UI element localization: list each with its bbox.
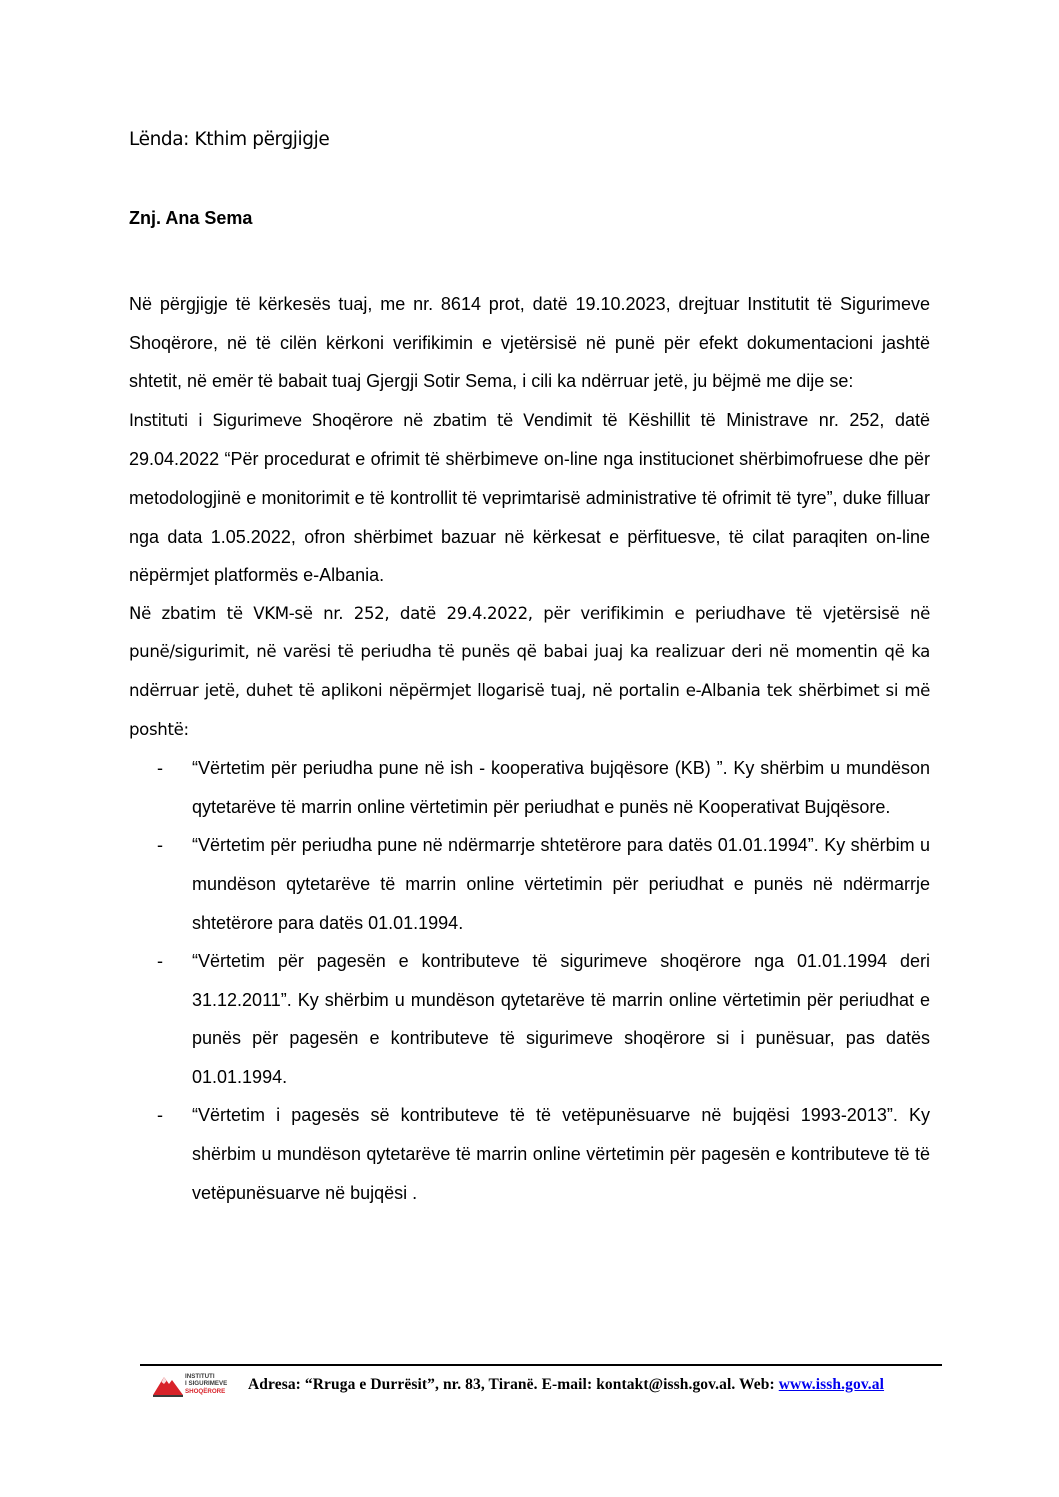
logo-line-1: INSTITUTI	[185, 1373, 215, 1380]
logo-wordmark	[185, 1373, 227, 1395]
list-item	[129, 749, 930, 826]
list-item	[129, 1096, 930, 1212]
bullet-dash: -	[157, 1105, 163, 1126]
service-text: “Vërtetim për periudha pune në ndërmarrje shtetërore para datës 01.01.1994”. Ky shërbim u mundëson qytetarëve të marrin online vërtetimin për periudhat e punës në ndërmarrje shtetërore para datës 01.01.1994.	[192, 835, 930, 933]
letter-subject: Lënda: Kthim përgjigje	[129, 129, 330, 150]
paragraph-legal-basis	[129, 401, 930, 595]
paragraph-instructions: Në zbatim të VKM-së nr. 252, datë 29.4.2022, për verifikimin e periudhave të vjetërsisë në punë/sigurimit, në varësi të periudha të punës që babai juaj ka realizuar deri në momentin që ka ndërruar jetë, duhet të aplikoni nëpërmjet llogarisë tuaj, në portalin e-Albania tek shërbimet si më poshtë:	[129, 603, 930, 739]
paragraph-request-reference: Në përgjigje të kërkesës tuaj, me nr. 8614 prot, datë 19.10.2023, drejtuar Institutit të Sigurimeve Shoqërore, në të cilën kërkoni verifikimin e vjetërsisë në punë për efekt dokumentacioni jashtë shtetit, në emër të babait tuaj Gjergji Sotir Sema, i cili ka ndërruar jetë, ju bëjmë me dije se:	[129, 294, 930, 392]
bullet-dash: -	[157, 951, 163, 972]
footer-web-link[interactable]: www.issh.gov.al	[778, 1376, 885, 1393]
mountain-logo-icon	[153, 1373, 183, 1397]
service-text: “Vërtetim i pagesës së kontributeve të të vetëpunësuarve në bujqësi 1993-2013”. Ky shërbim u mundëson qytetarëve të marrin online vërtetimin për pagesën e kontributeve të të vetëpunësuarve në bujqësi .	[192, 1105, 930, 1203]
footer-address-text: Adresa: “Rruga e Durrësit”, nr. 83, Tiranë. E-mail: kontakt@issh.gov.al. Web:	[248, 1376, 779, 1393]
footer-divider	[140, 1364, 942, 1366]
paragraph-legal-basis-rest: endimit të Këshillit të Ministrave nr. 252, datë 29.04.2022 “Për procedurat e ofrimit të shërbimeve on-line nga institucionet shërbimofruese dhe për metodologjinë e monitorimit e të kontrollit të veprimtarisë administrative të ofrimit të tyre”, duke filluar nga data 1.05.2022, ofron shërbimet bazuar në kërkesat e përfituesve, të cilat paraqiten on-line nëpërmjet platformës e-Albania.	[129, 409, 930, 586]
issh-logo	[153, 1372, 233, 1402]
letter-body	[129, 285, 930, 1212]
bullet-dash: -	[157, 835, 163, 856]
list-item	[129, 942, 930, 1096]
logo-line-3: SHOQËRORE	[185, 1387, 226, 1395]
service-text: “Vërtetim për pagesën e kontributeve të sigurimeve shoqërore nga 01.01.1994 deri 31.12.2011”. Ky shërbim u mundëson qytetarëve të marrin online vërtetimin për periudhat e punës për pagesën e kontributeve të sigurimeve shoqërore si i punësuar, pas datës 01.01.1994.	[192, 951, 930, 1087]
footer-address	[248, 1376, 884, 1394]
service-text: “Vërtetim për periudha pune në ish - kooperativa bujqësore (KB) ”. Ky shërbim u mundëson qytetarëve të marrin online vërtetimin për periudhat e punës në Kooperativat Bujqësore.	[192, 758, 930, 817]
services-list	[129, 749, 930, 1212]
bullet-dash: -	[157, 758, 163, 779]
paragraph-legal-basis-lead: Instituti i Sigurimeve Shoqërore në zbatim të V	[129, 410, 534, 430]
letter-addressee: Znj. Ana Sema	[129, 208, 253, 228]
logo-line-2: I SIGURIMEVE	[185, 1380, 228, 1388]
list-item	[129, 826, 930, 942]
